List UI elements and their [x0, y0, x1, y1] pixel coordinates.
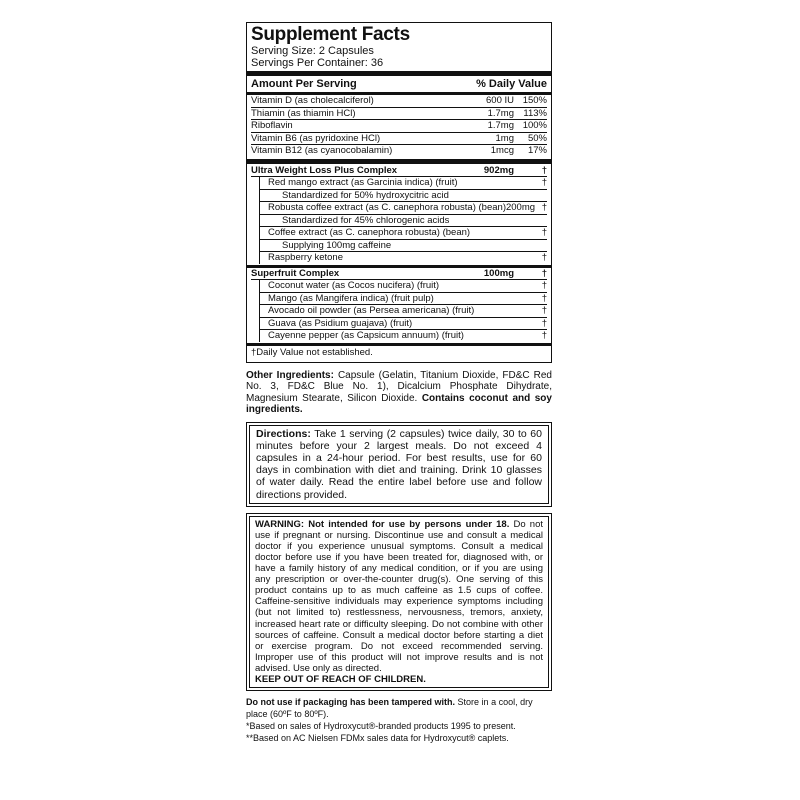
- complex-header-row: [251, 268, 547, 281]
- ingredient-name: Cayenne pepper (as Capsicum annuum) (fruit): [268, 330, 464, 341]
- complex-header-row: [251, 165, 547, 178]
- complex-ingredient-row: [259, 305, 547, 318]
- ingredient-name: Riboflavin: [251, 120, 293, 131]
- ingredient-name: Coffee extract (as C. canephora robusta) (bean): [268, 227, 471, 238]
- ingredient-name: Ultra Weight Loss Plus Complex: [251, 164, 398, 176]
- vitamin-row: [251, 95, 547, 108]
- warning-label: WARNING: Not intended for use by persons under 18.: [255, 518, 510, 530]
- ingredient-amount: 100mg: [483, 267, 514, 279]
- daily-value-note: †Daily Value not established.: [251, 346, 373, 358]
- superfruit-complex: [251, 268, 547, 342]
- complex-ingredient-row: [259, 177, 547, 190]
- ingredient-name: Vitamin B12 (as cyanocobalamin): [251, 145, 393, 156]
- vitamin-list: [251, 95, 547, 157]
- tamper-warning: Do not use if packaging has been tampered with.: [246, 697, 456, 708]
- ingredient-daily-value: 113%: [523, 107, 547, 119]
- ingredient-daily-value: [514, 190, 547, 202]
- other-ingredients: [246, 370, 552, 416]
- ingredient-daily-value: †: [541, 330, 547, 341]
- ingredient-amount: [454, 280, 514, 292]
- supplement-facts-panel: [246, 22, 552, 363]
- servings-per-container: Servings Per Container: 36: [251, 57, 384, 69]
- vitamin-row: [251, 133, 547, 146]
- ingredient-amount: 1mg: [495, 132, 514, 144]
- complex-ingredient-row: [259, 318, 547, 331]
- ingredient-name: Supplying 100mg caffeine: [282, 239, 392, 251]
- ingredient-amount: [454, 318, 514, 330]
- ingredient-name: Raspberry ketone: [268, 252, 343, 263]
- other-ingredients-label: Other Ingredients:: [246, 369, 334, 381]
- ingredient-name: Thiamin (as thiamin HCl): [251, 107, 356, 119]
- warning-text: Do not use if pregnant or nursing. Discontinue use and consult a medical doctor if you experience unusual symptoms. Consult a medical doctor before use if you have been treated for, diagnosed with, or have a family history of any medical condition, or if you are using any prescription or over-the-counter drug(s). One serving of this product contains up to as much caffeine as 1.5 cups of coffee. Caffeine-sensitive individuals may experience symptoms including (but not limited to) restlessness, nervousness, tremors, anxiety, increased heart rate or difficulty sleeping. Do not combine with other sources of caffeine. Consult a medical doctor before starting a diet or exercise program. Do not exceed recommended serving. Improper use of this product will not improve results and is not advised. Use only as directed.: [255, 518, 543, 674]
- serving-size: Serving Size: 2 Capsules: [251, 45, 374, 57]
- directions-box: [246, 422, 552, 507]
- ingredient-amount: 1mcg: [490, 145, 514, 156]
- sales-note-1: *Based on sales of Hydroxycut®-branded products 1995 to present.: [246, 721, 516, 732]
- supplement-label: [246, 22, 552, 744]
- complex-ingredient-row: [259, 202, 547, 215]
- ingredient-amount: 1.7mg: [487, 120, 514, 131]
- ingredient-amount: [454, 252, 514, 264]
- ingredient-daily-value: †: [541, 280, 547, 291]
- warning-box: [246, 513, 552, 691]
- ingredient-daily-value: †: [541, 267, 547, 279]
- ingredient-name: Mango (as Mangifera indica) (fruit pulp): [268, 292, 434, 304]
- directions-text: Take 1 serving (2 capsules) twice daily, 30 to 60 minutes before your 2 largest meals. Do not exceed 4 capsules in a 24-hour period. For best results, use for 60 days in combination with diet and training. Drink 10 glasses of water daily. Read the entire label before use and follow directions provided.: [256, 427, 542, 501]
- ingredient-name: Avocado oil powder (as Persea americana) (fruit): [268, 305, 475, 316]
- vitamin-row: [251, 108, 547, 121]
- allergen-statement: Contains coconut and soy ingredients.: [246, 392, 552, 415]
- footer-notes: [246, 696, 552, 744]
- keep-out-of-reach: KEEP OUT OF REACH OF CHILDREN.: [255, 674, 426, 686]
- ingredient-daily-value: 100%: [522, 120, 547, 131]
- other-ingredients-text: Capsule (Gelatin, Titanium Dioxide, FD&C Red No. 3, FD&C Blue No. 1), Dicalcium Phosphate Dihydrate, Magnesium Stearate, Silicon Dioxide.: [246, 369, 552, 404]
- complex-ingredient-row: [259, 280, 547, 293]
- ingredient-amount: [458, 177, 516, 189]
- thick-divider: [247, 71, 551, 76]
- ingredient-daily-value: [514, 240, 547, 252]
- ingredient-daily-value: †: [541, 252, 547, 263]
- ingredient-daily-value: †: [541, 227, 547, 238]
- ingredient-name: Coconut water (as Cocos nucifera) (fruit): [268, 280, 440, 291]
- section-divider: [247, 159, 551, 164]
- amount-per-serving-label: Amount Per Serving: [251, 78, 357, 90]
- ingredient-daily-value: 17%: [527, 145, 547, 156]
- complex-ingredient-row: [259, 240, 547, 253]
- ingredient-name: Standardized for 50% hydroxycitric acid: [282, 189, 449, 201]
- sales-note-2: **Based on AC Nielsen FDMx sales data for Hydroxycut® caplets.: [246, 733, 509, 744]
- ingredient-daily-value: 150%: [522, 95, 547, 106]
- complex-ingredient-row: [259, 252, 547, 264]
- facts-title: Supplement Facts: [251, 24, 410, 45]
- ingredient-daily-value: †: [541, 305, 547, 316]
- bottom-divider: [247, 343, 551, 346]
- ingredient-amount: [454, 190, 514, 202]
- ingredient-amount: 200mg: [505, 202, 536, 213]
- ingredient-amount: [454, 215, 514, 227]
- complex-ingredient-row: [259, 215, 547, 228]
- daily-value-label: % Daily Value: [476, 78, 547, 90]
- complex-ingredient-row: [259, 190, 547, 203]
- ingredient-amount: [470, 227, 520, 239]
- facts-header: [251, 77, 547, 91]
- ingredient-name: Robusta coffee extract (as C. canephora robusta) (bean): [268, 202, 506, 213]
- ingredient-name: Vitamin D (as cholecalciferol): [251, 95, 374, 106]
- ingredient-amount: [454, 240, 514, 252]
- ingredient-daily-value: [514, 215, 547, 227]
- directions-label: Directions:: [256, 427, 311, 440]
- ingredient-amount: 902mg: [483, 164, 514, 176]
- ingredient-name: Guava (as Psidium guajava) (fruit): [268, 317, 413, 329]
- ingredient-amount: [464, 330, 518, 342]
- ingredient-name: Red mango extract (as Garcinia indica) (fruit): [268, 177, 458, 188]
- ingredient-amount: [454, 293, 514, 305]
- ingredient-amount: 600 IU: [486, 95, 514, 106]
- complex-ingredient-row: [259, 293, 547, 306]
- ingredient-daily-value: †: [541, 202, 547, 213]
- ingredient-name: Standardized for 45% chlorogenic acids: [282, 214, 450, 226]
- weight-loss-complex: [251, 165, 547, 264]
- ingredient-daily-value: †: [541, 164, 547, 176]
- vitamin-row: [251, 145, 547, 157]
- complex-ingredient-row: [259, 227, 547, 240]
- storage-note: Store in a cool, dry place (60ºF to 80ºF).: [246, 697, 533, 720]
- ingredient-name: Vitamin B6 (as pyridoxine HCl): [251, 132, 381, 144]
- complex-ingredient-row: [259, 330, 547, 342]
- ingredient-name: Superfruit Complex: [251, 267, 340, 279]
- ingredient-daily-value: †: [541, 317, 547, 329]
- ingredient-amount: 1.7mg: [487, 107, 514, 119]
- tamper-note: [246, 696, 552, 720]
- ingredient-daily-value: †: [541, 177, 547, 188]
- ingredient-daily-value: †: [541, 292, 547, 304]
- ingredient-daily-value: 50%: [527, 132, 547, 144]
- ingredient-amount: [474, 305, 521, 317]
- vitamin-row: [251, 120, 547, 133]
